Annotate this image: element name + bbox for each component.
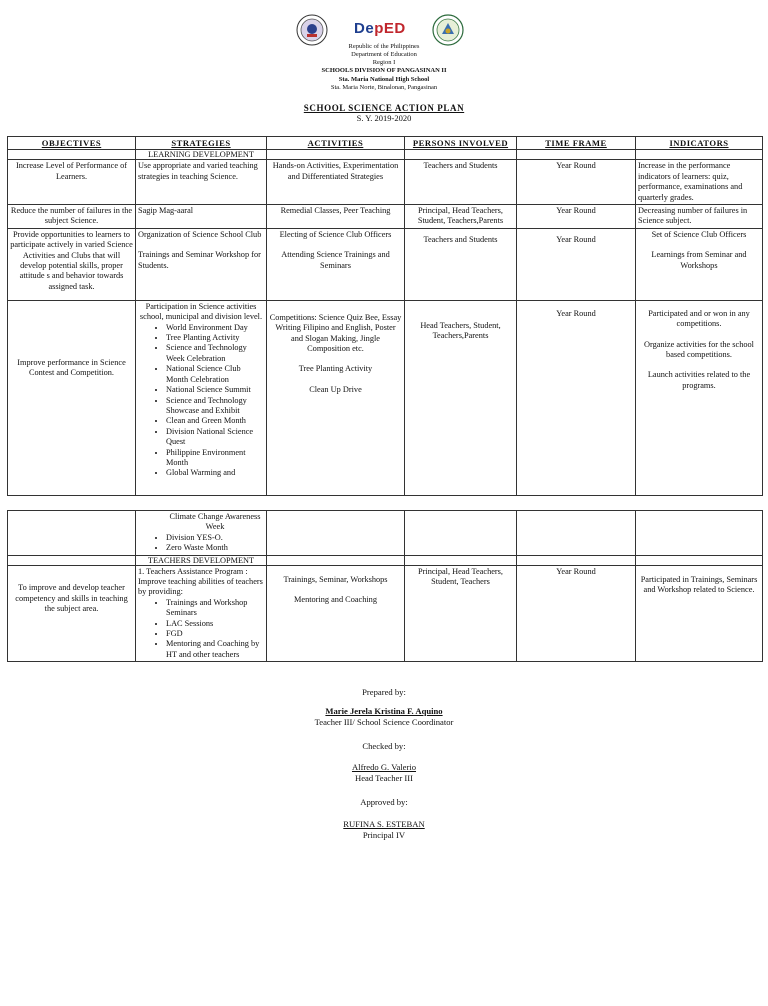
persons-cell: Head Teachers, Student, Teachers,Parents: [405, 300, 517, 495]
indicators-cell: [636, 300, 763, 495]
strategy-list: [138, 598, 264, 660]
list-item: • Philippine Environment Month: [166, 448, 264, 469]
action-plan-table: [7, 136, 763, 496]
header-region: Region I: [372, 59, 396, 66]
objective-cell: Reduce the number of failures in the subject Science.: [8, 205, 136, 229]
indicators-cell: Increase in the performance indicators of learners: quiz, performance, examinations and quarterly grades.: [636, 160, 763, 205]
header-school: Sta. Maria National High School: [338, 76, 430, 83]
approved-label: Approved by:: [360, 797, 408, 807]
section-row: [8, 555, 763, 565]
objective-cell: Increase Level of Performance of Learners.: [8, 160, 136, 205]
section-learning: LEARNING DEVELOPMENT: [136, 150, 267, 160]
col-time-frame: TIME FRAME: [517, 137, 636, 150]
header-department: Department of Education: [351, 51, 417, 58]
list-item: • Mentoring and Coaching by HT and other teachers: [166, 639, 264, 660]
strategy-line: Organization of Science School Club: [138, 229, 262, 239]
prepared-name: Marie Jerela Kristina F. Aquino: [325, 706, 443, 716]
strategy-cell: [136, 565, 267, 662]
activities-cell: Remedial Classes, Peer Teaching: [267, 205, 405, 229]
list-item: • Science and Technology Week Celebration: [166, 343, 264, 364]
activities-cell: Hands-on Activities, Experimentation and Differentiated Strategies: [267, 160, 405, 205]
strategy-cell: [136, 228, 267, 300]
strategy-cell: Sagip Mag-aaral: [136, 205, 267, 229]
strategy-line: Trainings and Seminar Workshop for Students.: [138, 250, 261, 270]
strategy-intro: 1. Teachers Assistance Program : Improve teaching abilities of teachers by providing:: [138, 566, 263, 597]
list-item: • Division National Science Quest: [166, 427, 264, 448]
approved-name: RUFINA S. ESTEBAN: [343, 819, 425, 829]
list-item: • World Environment Day: [166, 323, 264, 333]
checked-label: Checked by:: [362, 741, 406, 751]
list-item: • Science and Technology Showcase and Exhibit: [166, 396, 264, 417]
indicator-line: Set of Science Club Officers: [651, 229, 747, 239]
section-row: [8, 150, 763, 160]
indicator-line: Launch activities related to the programs.: [647, 370, 751, 390]
table-row: [8, 511, 763, 556]
school-year: S. Y. 2019-2020: [356, 113, 412, 123]
strategy-cell: Use appropriate and varied teaching strategies in teaching Science.: [136, 160, 267, 205]
objective-cell: Provide opportunities to learners to participate actively in varied Science Activities and Clubs that will develop potential skills, proper attitude s and behavior towards assigned task.: [8, 228, 136, 300]
activity-line: Tree Planting Activity: [298, 364, 373, 374]
list-item: • Zero Waste Month: [166, 543, 264, 553]
checked-name: Alfredo G. Valerio: [351, 762, 417, 772]
activities-cell: [267, 565, 405, 662]
time-cell: Year Round: [517, 300, 636, 495]
table-row: [8, 300, 763, 495]
persons-cell: Principal, Head Teachers, Student, Teachers: [405, 565, 517, 662]
persons-cell: Teachers and Students: [405, 228, 517, 300]
persons-cell: Principal, Head Teachers, Student, Teachers,Parents: [405, 205, 517, 229]
indicators-cell: [636, 228, 763, 300]
persons-cell: Teachers and Students: [405, 160, 517, 205]
table-row: [8, 160, 763, 205]
indicator-line: Learnings from Seminar and Workshops: [651, 250, 747, 270]
activity-line: Competitions: Science Quiz Bee, Essay Writing Filipino and English, Poster and Slogan Making, Jingle Composition etc.: [269, 312, 402, 354]
header-logos: [0, 14, 768, 46]
action-plan-table-continued: [7, 510, 763, 662]
strategy-cell: [136, 511, 267, 556]
header-republic: Republic of the Philippines: [348, 43, 420, 50]
strategy-cell: [136, 300, 267, 495]
header-division: SCHOOLS DIVISION OF PANGASINAN II: [321, 67, 447, 74]
time-cell: Year Round: [517, 205, 636, 229]
activity-line: Clean Up Drive: [309, 384, 362, 394]
list-item: • Clean and Green Month: [166, 416, 264, 426]
indicator-line: Organize activities for the school based competitions.: [644, 339, 754, 360]
activity-line: Attending Science Trainings and Seminars: [281, 250, 390, 270]
time-cell: Year Round: [517, 228, 636, 300]
activity-line: Electing of Science Club Officers: [279, 229, 392, 239]
philippines-seal-icon: [296, 14, 328, 46]
col-strategies: STRATEGIES: [136, 137, 267, 150]
time-cell: Year Round: [517, 160, 636, 205]
activities-cell: [267, 228, 405, 300]
col-indicators: INDICATORS: [636, 137, 763, 150]
prepared-label: Prepared by:: [362, 687, 406, 697]
col-objectives: OBJECTIVES: [8, 137, 136, 150]
list-item: • Tree Planting Activity: [166, 333, 264, 343]
strategy-intro: Participation in Science activities school, municipal and division level.: [139, 301, 263, 322]
activity-line: Mentoring and Coaching: [294, 595, 377, 605]
col-activities: ACTIVITIES: [267, 137, 405, 150]
indicators-cell: Participated in Trainings, Seminars and Workshop related to Science.: [636, 565, 763, 662]
header-address: Sta. Maria Norte, Binalonan, Pangasinan: [330, 84, 438, 91]
list-item: • Global Warming and: [166, 468, 264, 478]
indicators-cell: Decreasing number of failures in Science subject.: [636, 205, 763, 229]
table-row: [8, 565, 763, 662]
table-header-row: [8, 137, 763, 150]
list-item: • LAC Sessions: [166, 619, 264, 629]
objective-cell: Improve performance in Science Contest and Competition.: [8, 300, 136, 495]
approved-title: Principal IV: [362, 830, 406, 840]
checked-title: Head Teacher III: [355, 773, 413, 783]
objective-cell: To improve and develop teacher competency and skills in teaching the subject area.: [8, 565, 136, 662]
deped-logo: DepED: [354, 20, 406, 37]
section-teachers: TEACHERS DEVELOPMENT: [136, 555, 267, 565]
activities-cell: [267, 300, 405, 495]
activity-line: Trainings, Seminar, Workshops: [283, 574, 388, 584]
indicator-line: Participated and or won in any competitions.: [648, 308, 750, 329]
list-item: • Division YES-O.: [166, 533, 264, 543]
strategy-list: [138, 533, 264, 554]
list-item: • Trainings and Workshop Seminars: [166, 598, 264, 619]
list-item: • FGD: [166, 629, 264, 639]
col-persons: PERSONS INVOLVED: [405, 137, 517, 150]
list-item: • National Science Club Month Celebration: [166, 364, 264, 385]
strategy-list: [138, 323, 264, 479]
continuation-line: Climate Change Awareness Week: [169, 512, 261, 532]
time-cell: Year Round: [517, 565, 636, 662]
table-row: [8, 228, 763, 300]
list-item: • National Science Summit: [166, 385, 264, 395]
school-seal-icon: [432, 14, 464, 46]
prepared-title: Teacher III/ School Science Coordinator: [314, 717, 454, 727]
table-row: [8, 205, 763, 229]
page-title: SCHOOL SCIENCE ACTION PLAN: [303, 103, 465, 113]
